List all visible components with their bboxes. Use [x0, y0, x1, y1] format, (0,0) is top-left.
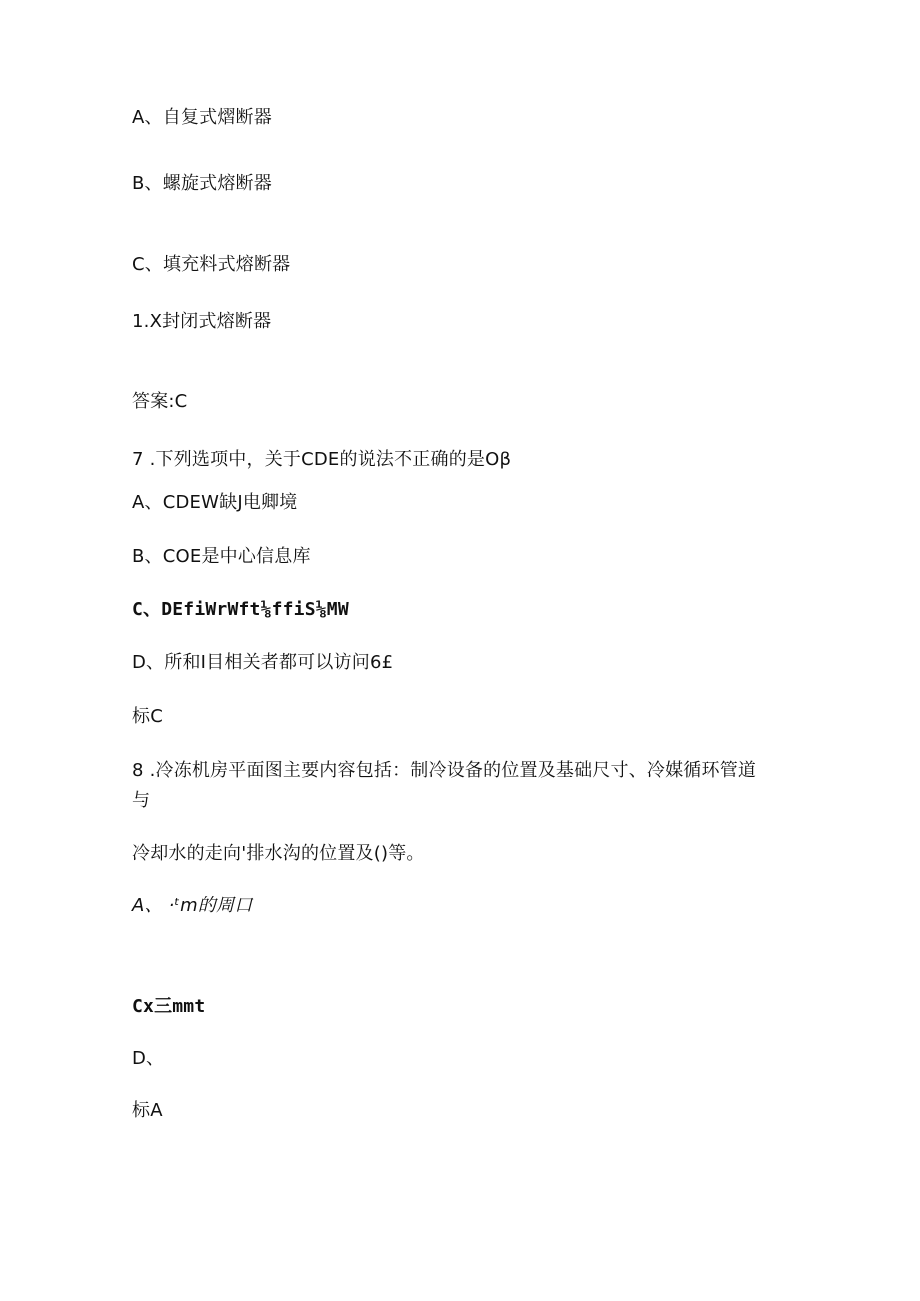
q8-stem-line-3: 冷却水的走向'排水沟的位置及()等。: [132, 843, 425, 864]
q6-option-a: A、自复式熠断器: [132, 107, 272, 128]
q6-option-b: B、螺旋式熔断器: [132, 173, 272, 194]
q7-option-a: A、CDEW缺J电卿境: [132, 492, 298, 513]
q7-option-c: C、DEfiWrWft⅛ffiS⅛MW: [132, 599, 349, 620]
q6-option-d: 1.X封闭式熔断器: [132, 311, 272, 332]
q8-option-c: Cx三mmt: [132, 996, 206, 1017]
q8-stem-line-1: 8 .冷冻机房平面图主要内容包括：制冷设备的位置及基础尺寸、冷媒循环管道: [132, 760, 757, 781]
q6-answer: 答案:C: [132, 391, 188, 412]
q7-option-d: D、所和I目相关者都可以访问6£: [132, 652, 394, 673]
q8-option-d: D、: [132, 1048, 165, 1069]
q7-option-b: B、COE是中心信息库: [132, 546, 311, 567]
q7-answer: 标C: [132, 706, 163, 727]
q7-stem: 7 .下列选项中，关于CDE的说法不正确的是Oβ: [132, 449, 512, 470]
q8-answer: 标A: [132, 1100, 163, 1121]
q8-option-a: A、 ·ᵗm的周口: [132, 895, 253, 916]
q8-stem-line-2: 与: [132, 790, 151, 811]
q6-option-c: C、填充料式熔断器: [132, 254, 291, 275]
